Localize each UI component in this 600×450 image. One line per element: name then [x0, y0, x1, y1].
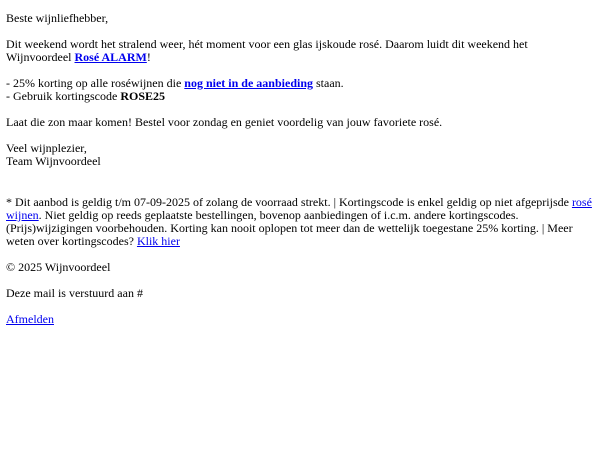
- greeting: Beste wijnliefhebber,: [6, 11, 109, 25]
- code-text: - Gebruik kortingscode: [6, 89, 121, 103]
- intro-paragraph: [6, 38, 594, 64]
- click-here-link[interactable]: Klik hier: [136, 234, 180, 248]
- call-to-action: Laat die zon maar komen! Bestel voor zondag en geniet voordelig van jouw favoriete rosé.: [6, 115, 443, 129]
- legal-text-1: * Dit aanbod is geldig t/m 07-09-2025 of zolang de voorraad strekt. | Kortingscode is enkel geldig op niet afgeprijsde: [6, 195, 572, 209]
- legal-text-2: . Niet geldig op reeds geplaatste bestellingen, bovenop aanbiedingen of i.c.m. andere kortingscodes. (Prijs)wijzigingen voorbehouden. Korting kan nooit oplopen tot meer dan de wettelijk toegestane 25% korting. | Meer weten over kortingscodes?: [6, 208, 573, 248]
- sent-to-notice: Deze mail is verstuurd aan #: [6, 286, 143, 300]
- intro-text-end: !: [146, 50, 151, 64]
- offer-line-discount: [6, 76, 344, 90]
- signoff-line: Veel wijnplezier,: [6, 141, 87, 155]
- rose-wines-link[interactable]: rosé wijnen: [6, 195, 592, 222]
- offer-line-code: [6, 89, 165, 103]
- not-on-sale-link[interactable]: nog niet in de aanbieding: [184, 76, 313, 90]
- offer-text: - 25% korting op alle roséwijnen die: [6, 76, 185, 90]
- unsubscribe-link[interactable]: Afmelden: [6, 312, 54, 326]
- discount-code: ROSE25: [120, 89, 165, 103]
- intro-text: Dit weekend wordt het stralend weer, hét moment voor een glas ijskoude rosé. Daarom luidt dit weekend het Wijnvoordeel: [6, 37, 528, 64]
- copyright: © 2025 Wijnvoordeel: [6, 260, 111, 274]
- unsubscribe-row: [6, 313, 594, 326]
- rose-alarm-link[interactable]: Rosé ALARM: [74, 50, 147, 64]
- legal-disclaimer: [6, 196, 594, 248]
- signoff-team: Team Wijnvoordeel: [6, 154, 101, 168]
- offer-list: [6, 77, 594, 103]
- offer-text-end: staan.: [313, 76, 344, 90]
- signoff: [6, 142, 594, 168]
